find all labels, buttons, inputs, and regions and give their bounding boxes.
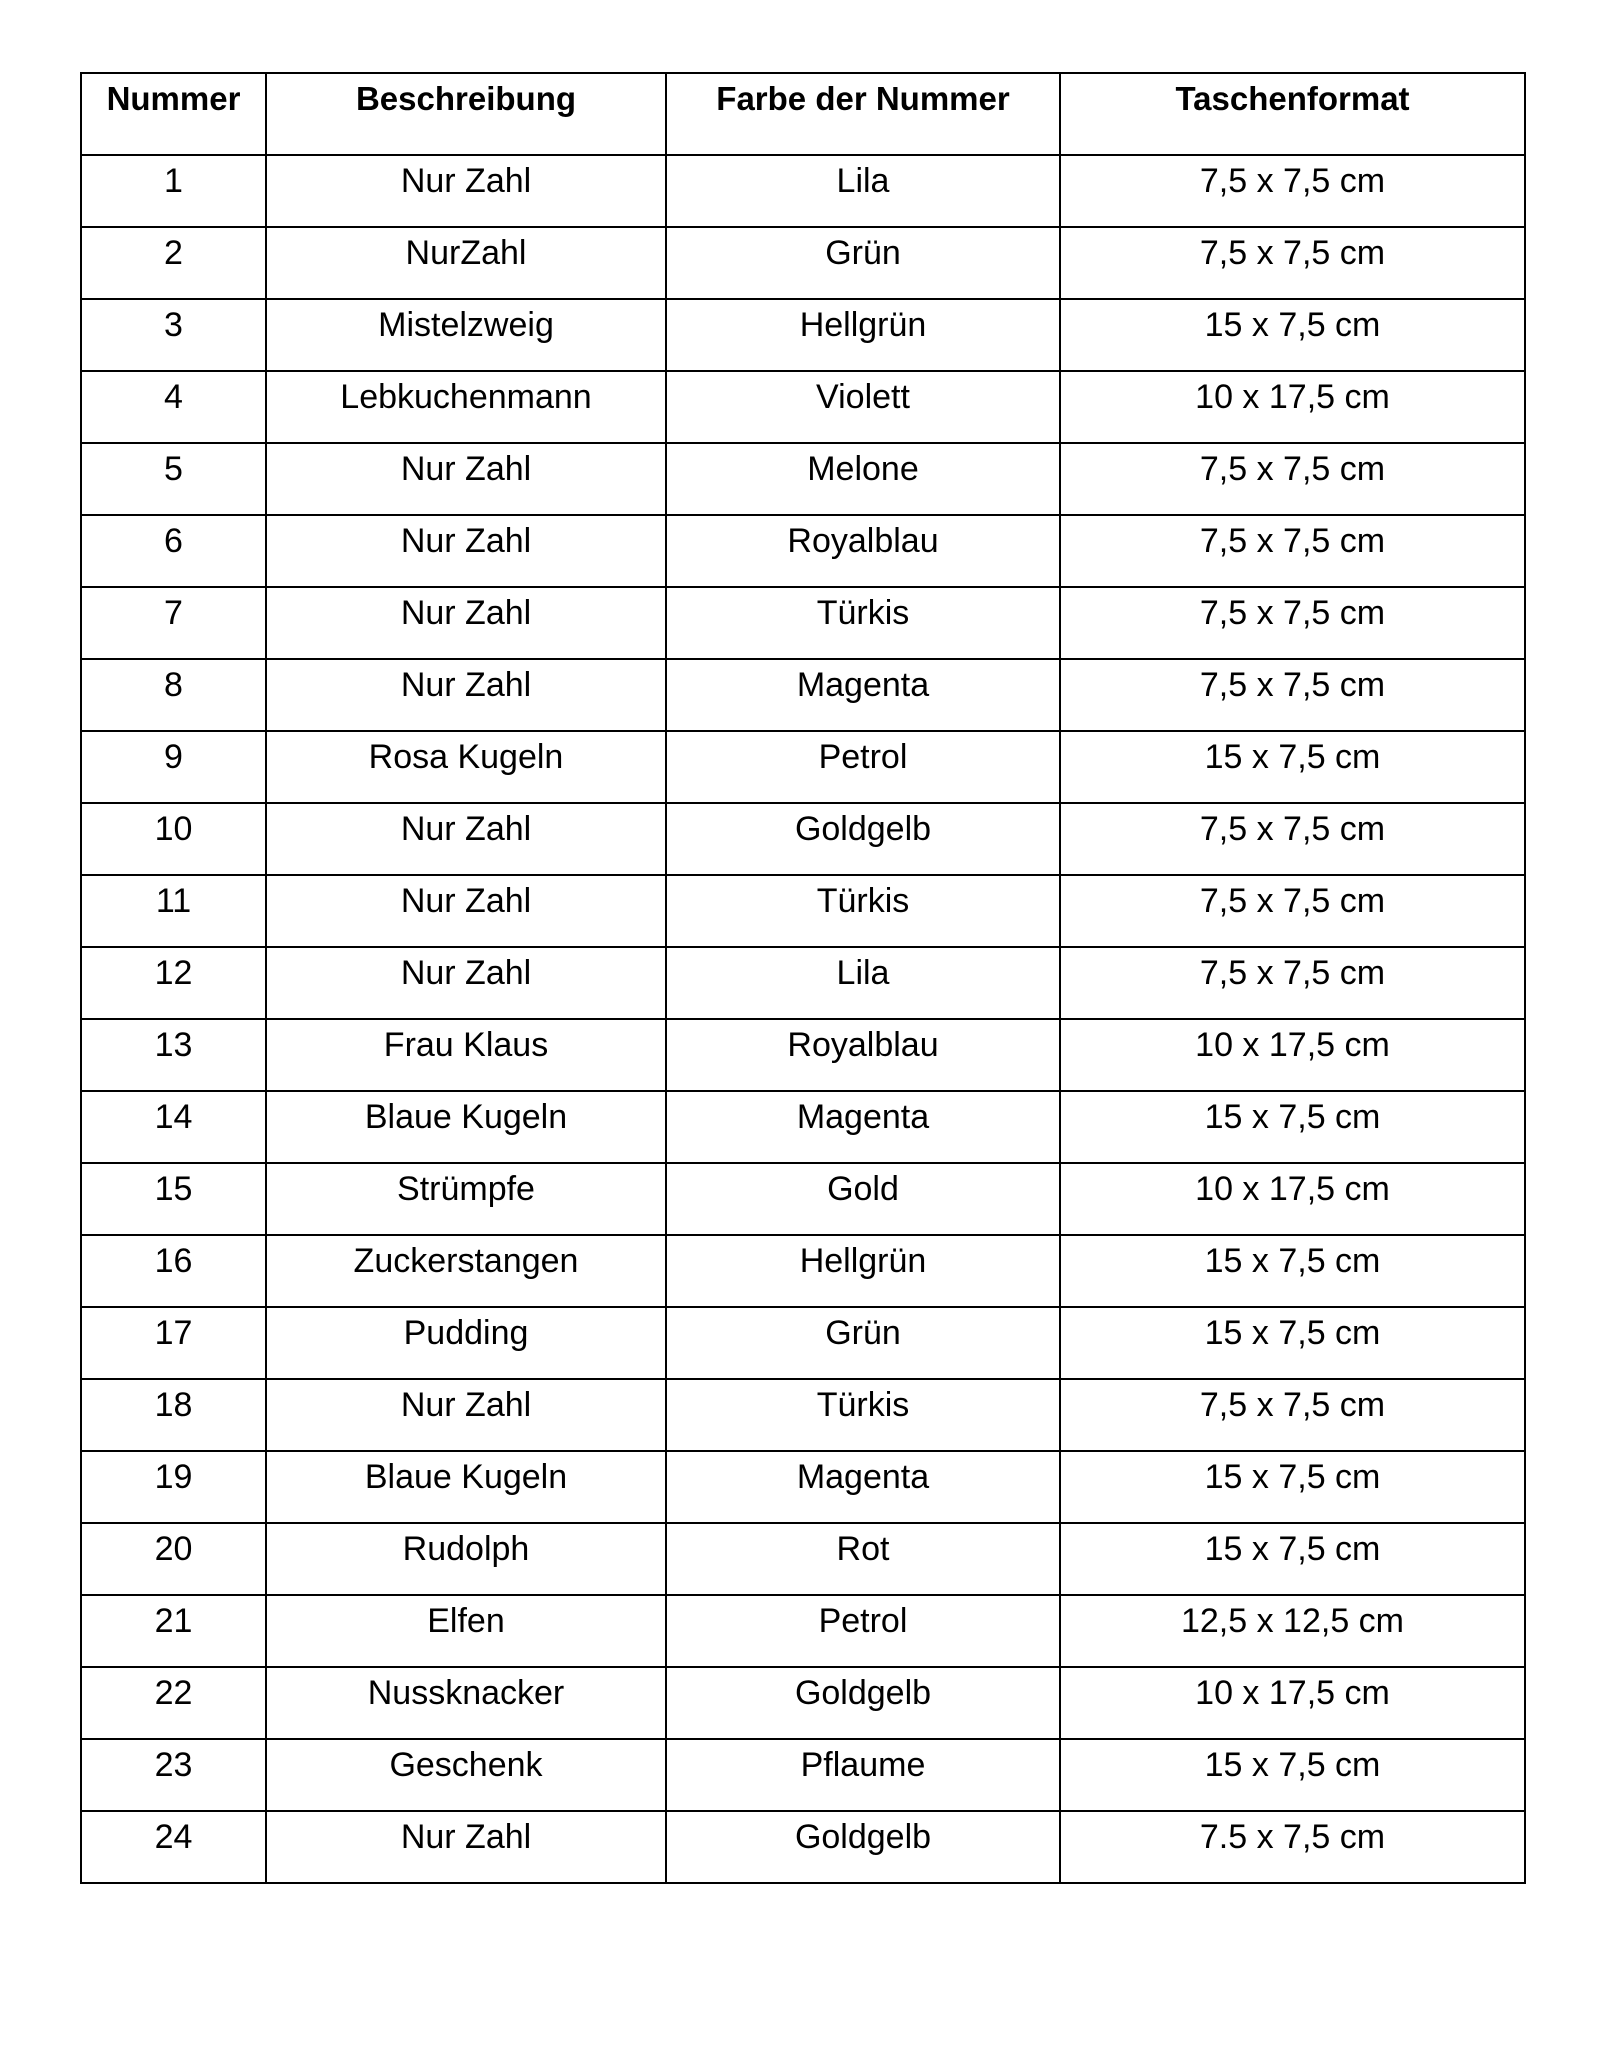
header-farbe: Farbe der Nummer [666, 73, 1060, 155]
table-row [81, 299, 1525, 371]
table-row [81, 1019, 1525, 1091]
cell-farbe: Lila [666, 155, 1060, 227]
cell-taschenformat: 7,5 x 7,5 cm [1060, 947, 1525, 1019]
cell-farbe: Gold [666, 1163, 1060, 1235]
cell-farbe: Royalblau [666, 1019, 1060, 1091]
cell-farbe: Rot [666, 1523, 1060, 1595]
header-beschreibung: Beschreibung [266, 73, 666, 155]
table-row [81, 1739, 1525, 1811]
advent-bag-table [80, 72, 1526, 1884]
table-row [81, 1091, 1525, 1163]
cell-farbe: Magenta [666, 1091, 1060, 1163]
cell-taschenformat: 15 x 7,5 cm [1060, 1523, 1525, 1595]
table-row [81, 1667, 1525, 1739]
cell-nummer: 20 [81, 1523, 266, 1595]
cell-beschreibung: Nur Zahl [266, 1811, 666, 1883]
cell-nummer: 12 [81, 947, 266, 1019]
cell-beschreibung: Rudolph [266, 1523, 666, 1595]
cell-nummer: 21 [81, 1595, 266, 1667]
cell-farbe: Lila [666, 947, 1060, 1019]
cell-farbe: Magenta [666, 659, 1060, 731]
cell-farbe: Melone [666, 443, 1060, 515]
cell-taschenformat: 7,5 x 7,5 cm [1060, 1379, 1525, 1451]
cell-farbe: Türkis [666, 1379, 1060, 1451]
cell-taschenformat: 15 x 7,5 cm [1060, 1235, 1525, 1307]
cell-taschenformat: 10 x 17,5 cm [1060, 1667, 1525, 1739]
cell-nummer: 2 [81, 227, 266, 299]
cell-nummer: 24 [81, 1811, 266, 1883]
cell-nummer: 16 [81, 1235, 266, 1307]
cell-farbe: Goldgelb [666, 803, 1060, 875]
cell-taschenformat: 15 x 7,5 cm [1060, 1739, 1525, 1811]
table-row [81, 1523, 1525, 1595]
cell-beschreibung: Nur Zahl [266, 515, 666, 587]
cell-beschreibung: Rosa Kugeln [266, 731, 666, 803]
table-row [81, 659, 1525, 731]
cell-taschenformat: 7,5 x 7,5 cm [1060, 875, 1525, 947]
cell-taschenformat: 15 x 7,5 cm [1060, 1451, 1525, 1523]
cell-nummer: 8 [81, 659, 266, 731]
table-row [81, 731, 1525, 803]
table-row [81, 515, 1525, 587]
cell-nummer: 15 [81, 1163, 266, 1235]
cell-farbe: Türkis [666, 875, 1060, 947]
cell-beschreibung: Mistelzweig [266, 299, 666, 371]
cell-farbe: Magenta [666, 1451, 1060, 1523]
cell-taschenformat: 7,5 x 7,5 cm [1060, 803, 1525, 875]
cell-beschreibung: Frau Klaus [266, 1019, 666, 1091]
cell-nummer: 18 [81, 1379, 266, 1451]
cell-farbe: Petrol [666, 731, 1060, 803]
cell-beschreibung: Nur Zahl [266, 659, 666, 731]
cell-taschenformat: 15 x 7,5 cm [1060, 731, 1525, 803]
cell-nummer: 7 [81, 587, 266, 659]
cell-farbe: Grün [666, 227, 1060, 299]
cell-beschreibung: Nur Zahl [266, 443, 666, 515]
cell-beschreibung: Nur Zahl [266, 1379, 666, 1451]
cell-farbe: Hellgrün [666, 299, 1060, 371]
cell-beschreibung: Blaue Kugeln [266, 1091, 666, 1163]
cell-taschenformat: 7.5 x 7,5 cm [1060, 1811, 1525, 1883]
cell-nummer: 9 [81, 731, 266, 803]
cell-beschreibung: Pudding [266, 1307, 666, 1379]
cell-nummer: 14 [81, 1091, 266, 1163]
cell-beschreibung: Strümpfe [266, 1163, 666, 1235]
cell-taschenformat: 15 x 7,5 cm [1060, 1307, 1525, 1379]
table-row [81, 1595, 1525, 1667]
table-row [81, 947, 1525, 1019]
cell-beschreibung: Nur Zahl [266, 803, 666, 875]
cell-taschenformat: 7,5 x 7,5 cm [1060, 659, 1525, 731]
table-row [81, 1163, 1525, 1235]
table-row [81, 1811, 1525, 1883]
cell-farbe: Pflaume [666, 1739, 1060, 1811]
cell-taschenformat: 7,5 x 7,5 cm [1060, 587, 1525, 659]
cell-taschenformat: 10 x 17,5 cm [1060, 1019, 1525, 1091]
cell-nummer: 10 [81, 803, 266, 875]
cell-nummer: 19 [81, 1451, 266, 1523]
cell-taschenformat: 10 x 17,5 cm [1060, 371, 1525, 443]
cell-farbe: Petrol [666, 1595, 1060, 1667]
cell-nummer: 11 [81, 875, 266, 947]
cell-farbe: Hellgrün [666, 1235, 1060, 1307]
cell-farbe: Royalblau [666, 515, 1060, 587]
cell-nummer: 6 [81, 515, 266, 587]
cell-beschreibung: Geschenk [266, 1739, 666, 1811]
cell-taschenformat: 15 x 7,5 cm [1060, 1091, 1525, 1163]
cell-taschenformat: 7,5 x 7,5 cm [1060, 515, 1525, 587]
cell-taschenformat: 7,5 x 7,5 cm [1060, 155, 1525, 227]
cell-nummer: 4 [81, 371, 266, 443]
table-row [81, 443, 1525, 515]
table-row [81, 803, 1525, 875]
cell-beschreibung: Elfen [266, 1595, 666, 1667]
table-body [81, 155, 1525, 1883]
cell-nummer: 3 [81, 299, 266, 371]
cell-beschreibung: Nussknacker [266, 1667, 666, 1739]
header-nummer: Nummer [81, 73, 266, 155]
cell-beschreibung: Nur Zahl [266, 947, 666, 1019]
table-row [81, 1379, 1525, 1451]
table-row [81, 1451, 1525, 1523]
cell-beschreibung: Nur Zahl [266, 587, 666, 659]
cell-nummer: 13 [81, 1019, 266, 1091]
cell-farbe: Grün [666, 1307, 1060, 1379]
cell-farbe: Goldgelb [666, 1667, 1060, 1739]
table-row [81, 371, 1525, 443]
cell-taschenformat: 15 x 7,5 cm [1060, 299, 1525, 371]
cell-nummer: 23 [81, 1739, 266, 1811]
cell-nummer: 17 [81, 1307, 266, 1379]
cell-farbe: Türkis [666, 587, 1060, 659]
cell-farbe: Violett [666, 371, 1060, 443]
table-row [81, 227, 1525, 299]
cell-nummer: 22 [81, 1667, 266, 1739]
cell-beschreibung: Blaue Kugeln [266, 1451, 666, 1523]
header-taschenformat: Taschenformat [1060, 73, 1525, 155]
cell-beschreibung: Lebkuchenmann [266, 371, 666, 443]
cell-taschenformat: 10 x 17,5 cm [1060, 1163, 1525, 1235]
cell-taschenformat: 7,5 x 7,5 cm [1060, 227, 1525, 299]
cell-nummer: 1 [81, 155, 266, 227]
cell-beschreibung: Nur Zahl [266, 875, 666, 947]
cell-beschreibung: NurZahl [266, 227, 666, 299]
cell-farbe: Goldgelb [666, 1811, 1060, 1883]
table-header-row [81, 73, 1525, 155]
table-row [81, 1235, 1525, 1307]
table-row [81, 155, 1525, 227]
table-row [81, 1307, 1525, 1379]
cell-nummer: 5 [81, 443, 266, 515]
cell-taschenformat: 7,5 x 7,5 cm [1060, 443, 1525, 515]
cell-taschenformat: 12,5 x 12,5 cm [1060, 1595, 1525, 1667]
cell-beschreibung: Nur Zahl [266, 155, 666, 227]
cell-beschreibung: Zuckerstangen [266, 1235, 666, 1307]
table-row [81, 875, 1525, 947]
table-row [81, 587, 1525, 659]
